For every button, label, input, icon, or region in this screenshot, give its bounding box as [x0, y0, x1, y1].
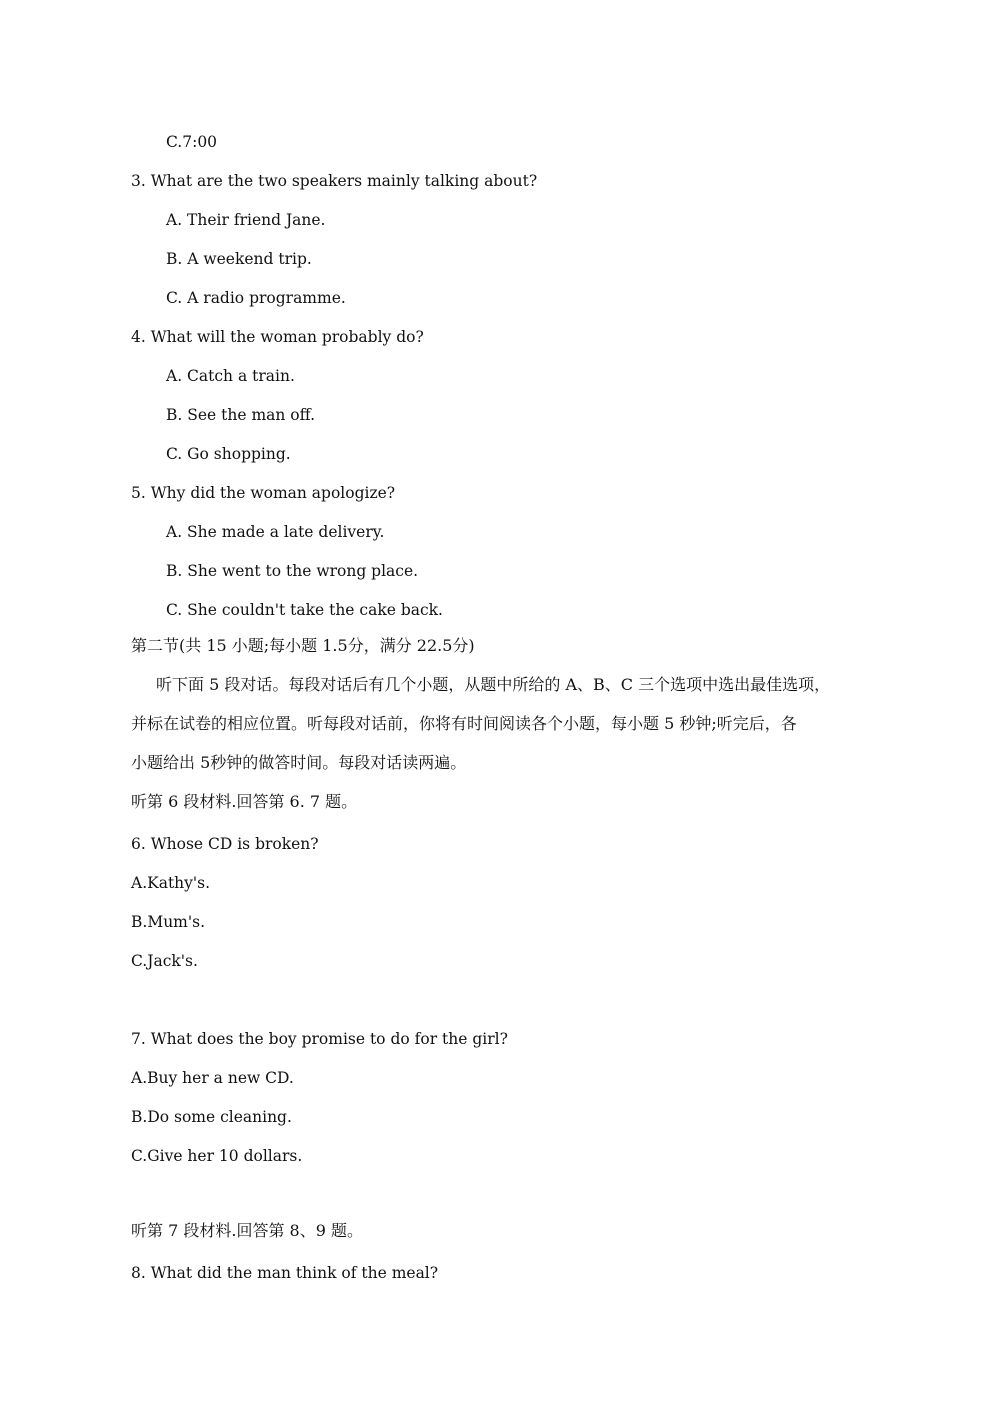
- question-7: 7. What does the boy promise to do for the girl?: [131, 1030, 508, 1048]
- instructions-line-3: 小题给出 5秒钟的做答时间。每段对话读两遍。: [131, 753, 467, 772]
- q4-option-c: C. Go shopping.: [166, 445, 291, 463]
- instructions-line-1: 听下面 5 段对话。每段对话后有几个小题，从题中所给的 A、B、C 三个选项中选出最佳选项，: [156, 675, 831, 694]
- question-4: 4. What will the woman probably do?: [131, 328, 424, 346]
- question-6: 6. Whose CD is broken?: [131, 835, 319, 853]
- q5-option-a: A. She made a late delivery.: [166, 523, 385, 541]
- q7-option-a: A.Buy her a new CD.: [131, 1069, 294, 1087]
- q7-option-c: C.Give her 10 dollars.: [131, 1147, 303, 1165]
- material-6-heading: 听第 6 段材料.回答第 6. 7 题。: [131, 792, 358, 811]
- question-8: 8. What did the man think of the meal?: [131, 1264, 439, 1282]
- material-7-heading: 听第 7 段材料.回答第 8、9 题。: [131, 1221, 363, 1240]
- instructions-line-2: 并标在试卷的相应位置。听每段对话前，你将有时间阅读各个小题，每小题 5 秒钟;听完后，各: [131, 714, 797, 733]
- q6-option-c: C.Jack's.: [131, 952, 198, 970]
- q4-option-b: B. See the man off.: [166, 406, 316, 424]
- question-3: 3. What are the two speakers mainly talking about?: [131, 172, 538, 190]
- q3-option-a: A. Their friend Jane.: [166, 211, 326, 229]
- q6-option-b: B.Mum's.: [131, 913, 206, 931]
- q4-option-a: A. Catch a train.: [166, 367, 295, 385]
- question-5: 5. Why did the woman apologize?: [131, 484, 396, 502]
- section-heading: 第二节(共 15 小题;每小题 1.5分，满分 22.5分): [131, 636, 475, 655]
- q5-option-c: C. She couldn't take the cake back.: [166, 601, 443, 619]
- q6-option-a: A.Kathy's.: [131, 874, 211, 892]
- q5-option-b: B. She went to the wrong place.: [166, 562, 419, 580]
- q7-option-b: B.Do some cleaning.: [131, 1108, 292, 1126]
- q3-option-c: C. A radio programme.: [166, 289, 346, 307]
- q2-option-c: C.7:00: [166, 133, 218, 151]
- q3-option-b: B. A weekend trip.: [166, 250, 312, 268]
